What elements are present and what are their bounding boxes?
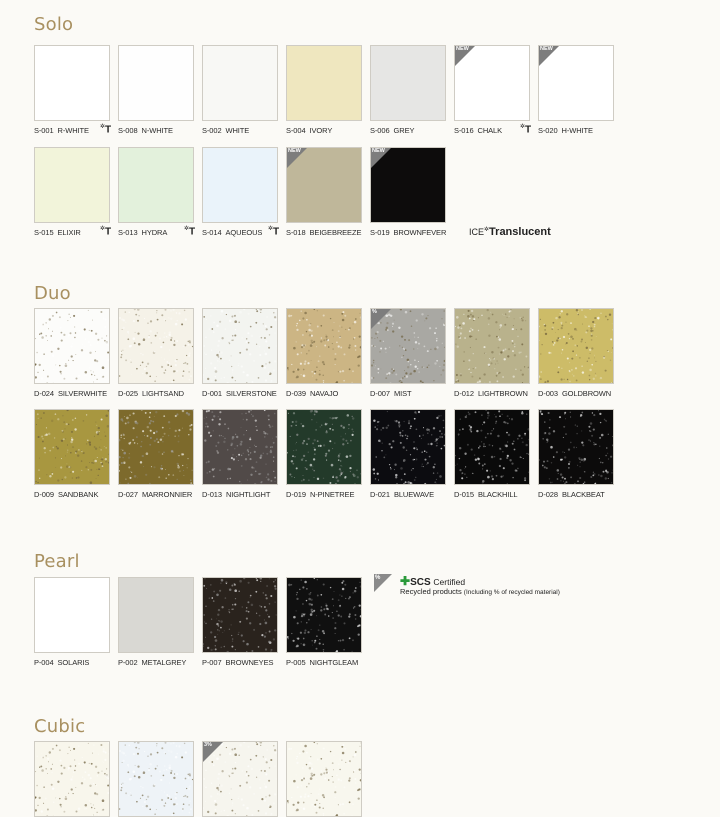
swatch-code: D-028 — [538, 490, 558, 499]
color-swatch-s-013 — [118, 147, 194, 223]
swatch-texture — [287, 309, 362, 384]
swatch-name: NIGHTGLEAM — [310, 658, 359, 667]
swatch-caption — [118, 658, 186, 667]
color-swatch-s-002 — [202, 45, 278, 121]
swatch-name: ELIXIR — [58, 228, 81, 237]
legend-translucent-label: Translucent — [489, 226, 551, 238]
swatch-caption — [538, 490, 605, 499]
new-badge-label: NEW — [288, 148, 301, 154]
swatch-caption — [202, 228, 262, 237]
swatch-caption — [118, 126, 173, 135]
swatch-texture — [119, 742, 194, 817]
swatch-code: S-006 — [370, 126, 390, 135]
translucent-mark-icon: ✲T — [100, 123, 111, 135]
swatch-code: D-039 — [286, 389, 306, 398]
swatch-code: D-007 — [370, 389, 390, 398]
swatch-name: BLUEWAVE — [394, 490, 434, 499]
swatch-name: MARRONNIER — [142, 490, 192, 499]
swatch-name: MIST — [394, 389, 412, 398]
swatch-name: NIGHTLIGHT — [226, 490, 270, 499]
color-swatch-s-020 — [538, 45, 614, 121]
swatch-code: S-002 — [202, 126, 222, 135]
color-swatch-d-013 — [202, 409, 278, 485]
swatch-code: S-016 — [454, 126, 474, 135]
color-swatch-d-007 — [370, 308, 446, 384]
swatch-caption — [202, 658, 273, 667]
section-title-solo: Solo — [34, 14, 73, 35]
swatch-code: S-015 — [34, 228, 54, 237]
color-swatch-d-009 — [34, 409, 110, 485]
swatch-caption — [286, 658, 358, 667]
color-swatch-d-039 — [286, 308, 362, 384]
new-badge-label: NEW — [456, 46, 469, 52]
color-swatch-d-001 — [202, 308, 278, 384]
swatch-name: LIGHTBROWN — [478, 389, 528, 398]
swatch-name: SILVERSTONE — [226, 389, 277, 398]
scs-note-label: (Including % of recycled material) — [464, 589, 560, 596]
scs-title — [400, 574, 465, 588]
swatch-code: S-004 — [286, 126, 306, 135]
color-swatch-d-015 — [454, 409, 530, 485]
swatch-name: HYDRA — [142, 228, 168, 237]
color-swatch-d-028 — [538, 409, 614, 485]
scs-title-label: SCS — [410, 577, 431, 588]
swatch-name: BLACKHILL — [478, 490, 518, 499]
swatch-texture — [119, 410, 194, 485]
swatch-caption — [370, 490, 434, 499]
swatch-name: BEIGEBREEZE — [310, 228, 362, 237]
swatch-name: WHITE — [226, 126, 250, 135]
swatch-code: D-001 — [202, 389, 222, 398]
swatch-name: NAVAJO — [310, 389, 338, 398]
color-swatch-s-001 — [34, 45, 110, 121]
swatch-caption — [454, 126, 502, 135]
scs-subtitle-label: Recycled products — [400, 587, 462, 596]
swatch-name: GOLDBROWN — [562, 389, 611, 398]
swatch-code: D-027 — [118, 490, 138, 499]
swatch-name: IVORY — [310, 126, 333, 135]
swatch-caption — [286, 389, 338, 398]
swatch-code: D-009 — [34, 490, 54, 499]
swatch-name: BLACKBEAT — [562, 490, 605, 499]
swatch-code: D-013 — [202, 490, 222, 499]
swatch-name: AQUEOUS — [226, 228, 263, 237]
swatch-code: P-005 — [286, 658, 306, 667]
swatch-texture — [287, 578, 362, 653]
color-swatch-p-007 — [202, 577, 278, 653]
swatch-code: D-019 — [286, 490, 306, 499]
color-swatch-d-027 — [118, 409, 194, 485]
translucent-mark-icon: ✲T — [268, 225, 279, 237]
color-swatch-s-016 — [454, 45, 530, 121]
swatch-caption — [538, 389, 611, 398]
color-swatch-d-021 — [370, 409, 446, 485]
scs-subtitle — [400, 587, 560, 596]
swatch-caption — [454, 389, 528, 398]
swatch-texture — [203, 410, 278, 485]
color-swatch-cubic-1 — [34, 741, 110, 817]
translucent-mark-icon: ✲T — [100, 225, 111, 237]
new-badge-label: NEW — [372, 148, 385, 154]
swatch-code: D-015 — [454, 490, 474, 499]
swatch-texture — [203, 309, 278, 384]
swatch-code: S-019 — [370, 228, 390, 237]
color-swatch-s-015 — [34, 147, 110, 223]
swatch-texture — [455, 410, 530, 485]
swatch-name: GREY — [394, 126, 415, 135]
swatch-code: S-001 — [34, 126, 54, 135]
legend-ice-label: ICE — [469, 227, 484, 237]
swatch-code: D-024 — [34, 389, 54, 398]
swatch-name: R-WHITE — [58, 126, 89, 135]
section-title-pearl: Pearl — [34, 551, 80, 572]
swatch-name: BROWNEYES — [226, 658, 274, 667]
swatch-texture — [35, 742, 110, 817]
swatch-code: S-018 — [286, 228, 306, 237]
swatch-name: BROWNFEVER — [394, 228, 447, 237]
swatch-code: D-003 — [538, 389, 558, 398]
swatch-caption — [118, 228, 167, 237]
section-title-cubic: Cubic — [34, 716, 85, 737]
swatch-texture — [539, 410, 614, 485]
swatch-code: P-007 — [202, 658, 222, 667]
swatch-code: S-008 — [118, 126, 138, 135]
swatch-texture — [203, 578, 278, 653]
swatch-code: S-020 — [538, 126, 558, 135]
color-swatch-cubic-4 — [286, 741, 362, 817]
swatch-caption — [370, 389, 411, 398]
color-swatch-s-018 — [286, 147, 362, 223]
swatch-texture — [455, 309, 530, 384]
swatch-texture — [371, 410, 446, 485]
swatch-texture — [35, 309, 110, 384]
swatch-code: D-025 — [118, 389, 138, 398]
swatch-code: P-002 — [118, 658, 138, 667]
color-swatch-s-014 — [202, 147, 278, 223]
swatch-caption — [370, 228, 446, 237]
color-swatch-cubic-2 — [118, 741, 194, 817]
swatch-caption — [286, 228, 361, 237]
translucent-mark-icon: ✲T — [184, 225, 195, 237]
color-swatch-d-012 — [454, 308, 530, 384]
translucent-mark-icon: ✲T — [520, 123, 531, 135]
scs-plus-icon: ✚ — [400, 574, 410, 588]
scs-certified-label: Certified — [433, 577, 465, 587]
color-swatch-d-019 — [286, 409, 362, 485]
ice-translucent-legend — [469, 226, 551, 238]
color-swatch-s-008 — [118, 45, 194, 121]
recycled-percent-badge-label: 3% — [204, 742, 212, 748]
swatch-name: SANDBANK — [58, 490, 98, 499]
swatch-name: SILVERWHITE — [58, 389, 107, 398]
swatch-name: SOLARIS — [58, 658, 90, 667]
swatch-code: S-013 — [118, 228, 138, 237]
color-swatch-s-019 — [370, 147, 446, 223]
swatch-code: D-021 — [370, 490, 390, 499]
swatch-caption — [538, 126, 593, 135]
color-swatch-p-005 — [286, 577, 362, 653]
swatch-name: N-PINETREE — [310, 490, 354, 499]
swatch-name: LIGHTSAND — [142, 389, 184, 398]
swatch-caption — [118, 389, 184, 398]
legend-ice-star-icon: ✲ — [484, 227, 489, 233]
swatch-code: P-004 — [34, 658, 54, 667]
recycled-percent-badge-label: % — [375, 575, 380, 581]
swatch-texture — [35, 410, 110, 485]
color-swatch-cubic-3 — [202, 741, 278, 817]
swatch-caption — [118, 490, 192, 499]
swatch-name: METALGREY — [142, 658, 187, 667]
swatch-caption — [34, 389, 107, 398]
color-swatch-p-002 — [118, 577, 194, 653]
swatch-texture — [539, 309, 614, 384]
swatch-name: H-WHITE — [562, 126, 593, 135]
swatch-caption — [202, 490, 270, 499]
swatch-caption — [34, 490, 98, 499]
swatch-caption — [202, 389, 277, 398]
color-swatch-d-025 — [118, 308, 194, 384]
swatch-name: N-WHITE — [142, 126, 173, 135]
swatch-name: CHALK — [478, 126, 503, 135]
color-swatch-p-004 — [34, 577, 110, 653]
swatch-caption — [286, 490, 354, 499]
swatch-caption — [454, 490, 517, 499]
swatch-caption — [370, 126, 414, 135]
swatch-code: S-014 — [202, 228, 222, 237]
swatch-code: D-012 — [454, 389, 474, 398]
color-swatch-d-003 — [538, 308, 614, 384]
swatch-caption — [34, 126, 89, 135]
color-swatch-s-006 — [370, 45, 446, 121]
swatch-caption — [34, 658, 89, 667]
swatch-caption — [34, 228, 81, 237]
color-swatch-d-024 — [34, 308, 110, 384]
swatch-texture — [287, 410, 362, 485]
swatch-texture — [287, 742, 362, 817]
swatch-texture — [119, 309, 194, 384]
swatch-caption — [286, 126, 332, 135]
recycled-percent-badge-label: % — [372, 309, 377, 315]
color-swatch-s-004 — [286, 45, 362, 121]
swatch-caption — [202, 126, 249, 135]
new-badge-label: NEW — [540, 46, 553, 52]
section-title-duo: Duo — [34, 283, 71, 304]
